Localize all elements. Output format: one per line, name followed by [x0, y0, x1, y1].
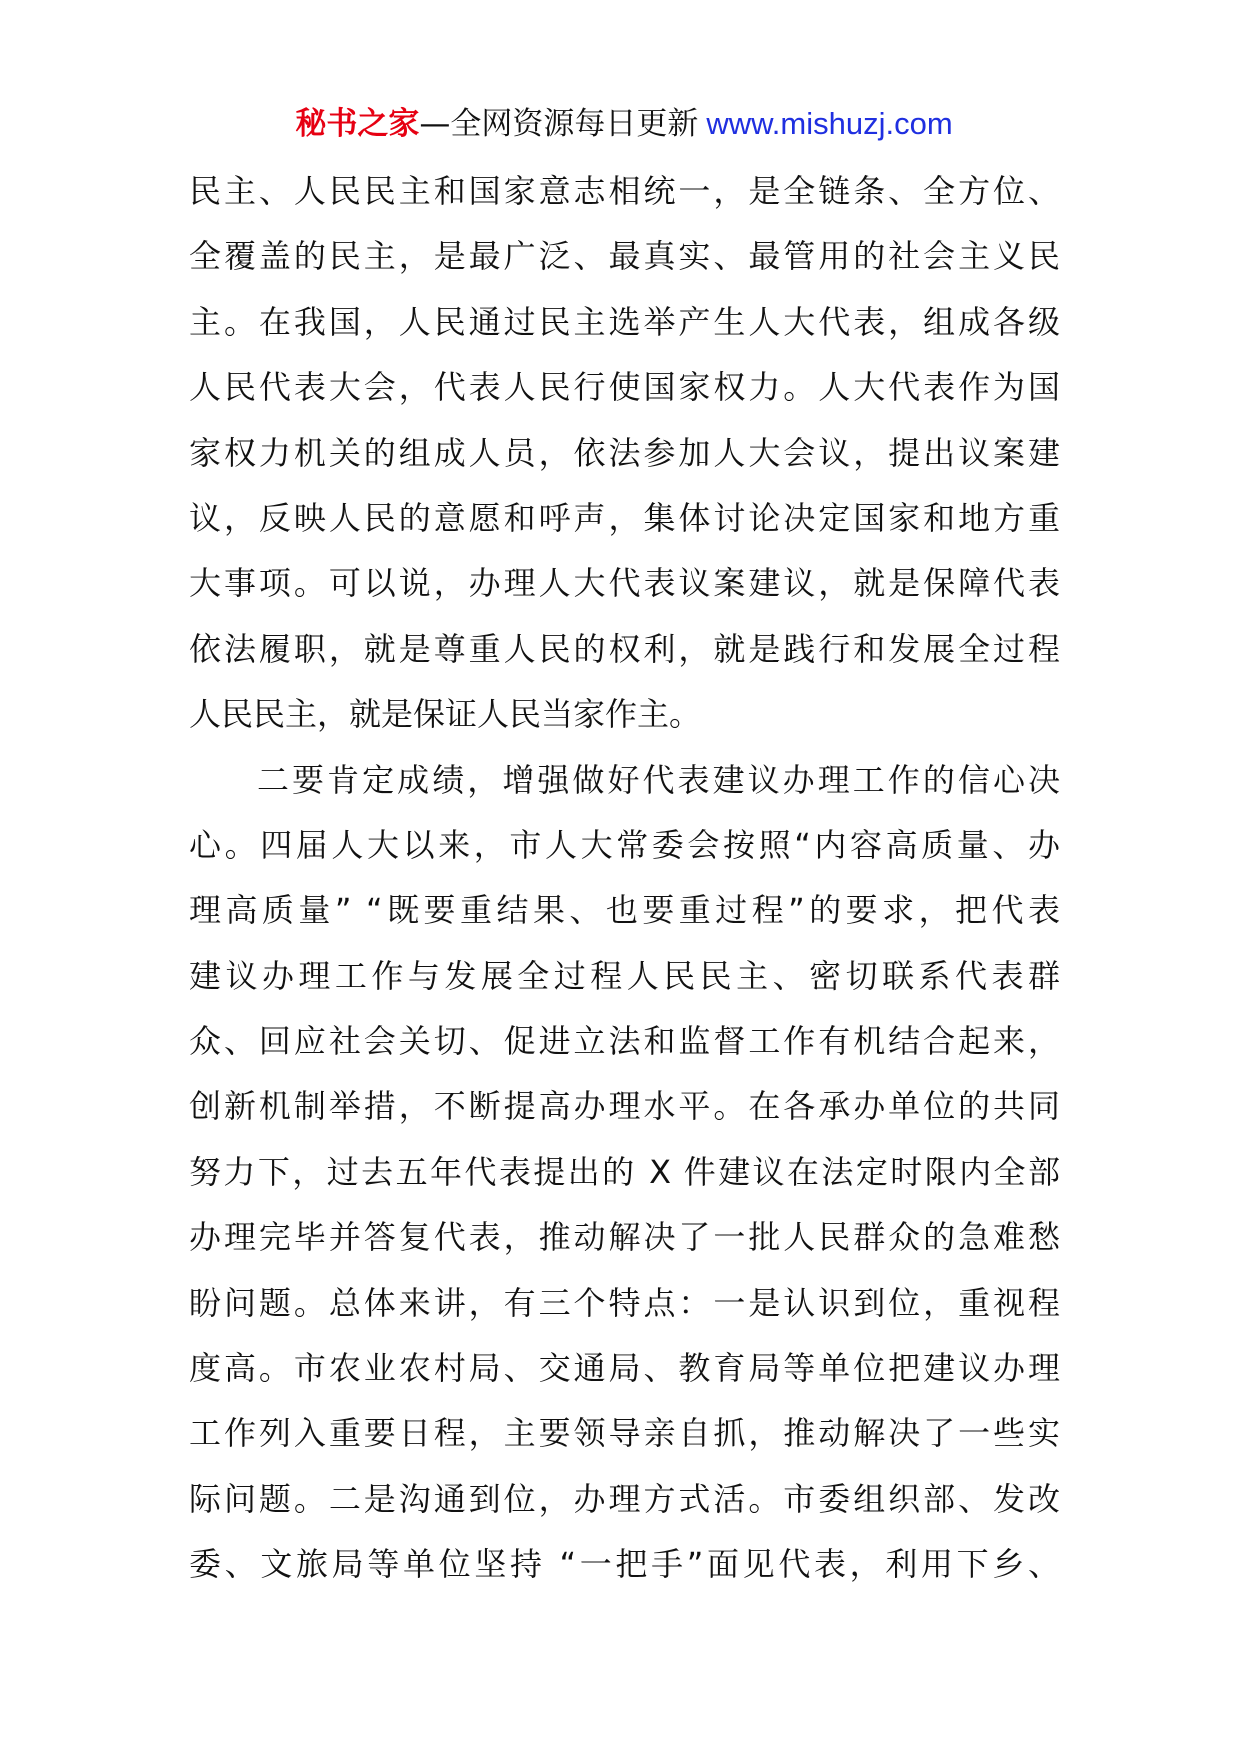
- text-line: 人民民主，就是保证人民当家作主。: [189, 695, 702, 734]
- text-line: 创新机制举措，不断提高办理水平。在各承办单位的共同: [189, 1087, 1060, 1126]
- text-line: 全覆盖的民主，是最广泛、最真实、最管用的社会主义民: [189, 237, 1060, 276]
- text-line: 主。在我国，人民通过民主选举产生人大代表，组成各级: [189, 302, 1060, 341]
- site-header: [0, 102, 1240, 146]
- brand-name: 秘书之家: [295, 106, 420, 142]
- text-line: 人民代表大会，代表人民行使国家权力。人大代表作为国: [189, 368, 1060, 407]
- header-tagline: —全网资源每日更新: [419, 106, 699, 142]
- text-line: 度高。市农业农村局、交通局、教育局等单位把建议办理: [189, 1349, 1060, 1388]
- text-line: 依法履职，就是尊重人民的权利，就是践行和发展全过程: [189, 629, 1060, 668]
- document-body: [189, 159, 1060, 1598]
- site-url[interactable]: www.mishuzj.com: [706, 106, 953, 141]
- text-line: 家权力机关的组成人员，依法参加人大会议，提出议案建: [189, 433, 1060, 472]
- paragraph-1: [189, 159, 1060, 748]
- text-line: 工作列入重要日程，主要领导亲自抓，推动解决了一些实: [189, 1414, 1060, 1453]
- text-line: 议，反映人民的意愿和呼声，集体讨论决定国家和地方重: [189, 498, 1060, 537]
- text-line: 民主、人民民主和国家意志相统一，是全链条、全方位、: [189, 172, 1060, 210]
- text-line: 众、回应社会关切、促进立法和监督工作有机结合起来，: [189, 1022, 1060, 1061]
- paragraph-2: [189, 748, 1060, 1598]
- text-line: 办理完毕并答复代表，推动解决了一批人民群众的急难愁: [189, 1218, 1060, 1257]
- text-line: 大事项。可以说，办理人大代表议案建议，就是保障代表: [189, 564, 1060, 603]
- text-line: 盼问题。总体来讲，有三个特点：一是认识到位，重视程: [189, 1283, 1060, 1322]
- text-line: 努力下，过去五年代表提出的 X 件建议在法定时限内全部: [189, 1152, 1060, 1191]
- text-line: 委、文旅局等单位坚持 “一把手”面见代表，利用下乡、: [189, 1545, 1060, 1584]
- text-line: 二要肯定成绩，增强做好代表建议办理工作的信心决: [257, 760, 1060, 799]
- text-line: 建议办理工作与发展全过程人民民主、密切联系代表群: [189, 956, 1060, 995]
- text-line: 心。四届人大以来，市人大常委会按照“内容高质量、办: [189, 825, 1060, 864]
- text-line: 际问题。二是沟通到位，办理方式活。市委组织部、发改: [189, 1479, 1060, 1518]
- text-line: 理高质量” “既要重结果、也要重过程”的要求，把代表: [189, 891, 1060, 930]
